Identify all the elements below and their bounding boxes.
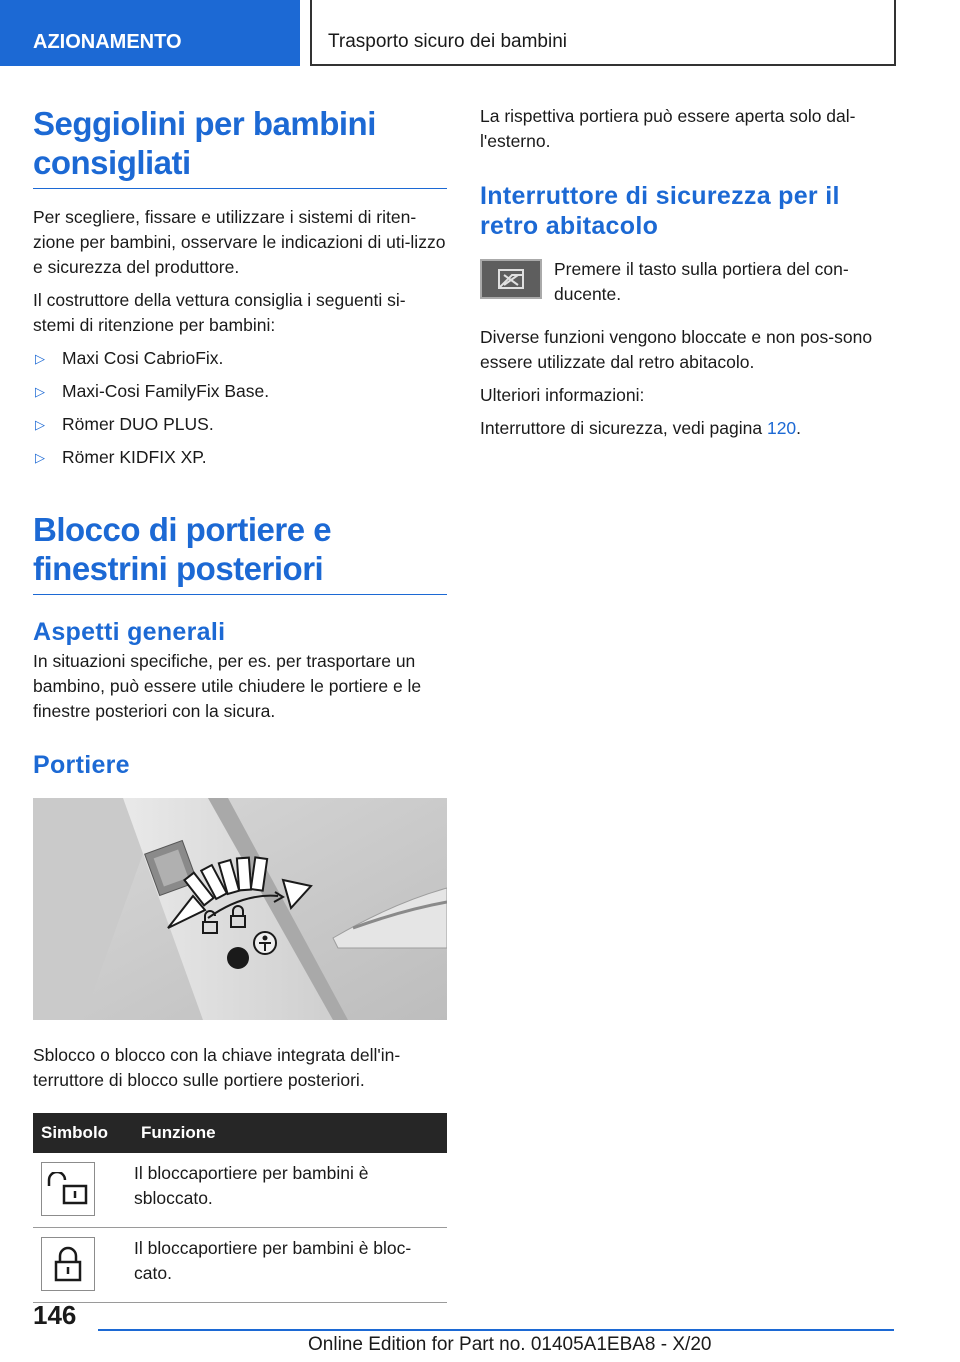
list-item: ▷ Maxi Cosi CabrioFix. xyxy=(33,346,447,371)
function-text: Il bloccaportiere per bambini è sbloccato. xyxy=(133,1153,447,1228)
paragraph-manufacturer-recommendation: Il costruttore della vettura consiglia i seguenti si-stemi di ritenzione per bambini: xyxy=(33,290,406,335)
paragraph-functions-blocked: Diverse funzioni vengono bloccate e non pos-sono essere utilizzate dal retro abitacolo. xyxy=(480,327,873,372)
function-text: Il bloccaportiere per bambini è bloc-cato. xyxy=(133,1228,447,1303)
switch-instruction xyxy=(480,257,894,307)
paragraph-reference: Interruttore di sicurezza, vedi pagina 120. xyxy=(480,418,802,438)
chapter-title: Trasporto sicuro dei bambini xyxy=(310,0,896,66)
heading-recommended-seats: Seggiolini per bambini consigliati xyxy=(33,104,447,189)
list-item: ▷ Römer KIDFIX XP. xyxy=(33,445,447,470)
left-column xyxy=(33,104,447,1303)
page-reference-link[interactable]: 120 xyxy=(766,418,797,438)
paragraph-door-key: Sblocco o blocco con la chiave integrata dell'in-terruttore di blocco sulle portiere posteriori. xyxy=(33,1045,401,1090)
paragraph-more-info: Ulteriori informazioni: xyxy=(480,385,645,405)
footer-edition: Online Edition for Part no. 01405A1EBA8 - X/20 xyxy=(308,1334,712,1355)
triangle-bullet-icon: ▷ xyxy=(35,351,45,366)
seat-list xyxy=(33,346,447,470)
triangle-bullet-icon: ▷ xyxy=(35,384,45,399)
heading-doors: Portiere xyxy=(33,751,130,779)
paragraph-press-button: Premere il tasto sulla portiera del con-ducente. xyxy=(554,259,849,304)
paragraph-seat-instructions: Per scegliere, fissare e utilizzare i sistemi di riten-zione per bambini, osservare le indicazioni di uti-lizzo e sicurezza del produttore. xyxy=(33,207,446,277)
heading-general-aspects: Aspetti generali xyxy=(33,618,226,646)
paragraph-door-open-outside: La rispettiva portiera può essere aperta solo dal-l'esterno. xyxy=(480,106,856,151)
heading-rear-safety-switch: Interruttore di sicurezza per il retro abitacolo xyxy=(480,182,840,240)
locked-padlock-icon xyxy=(41,1237,95,1291)
page-number: 146 xyxy=(33,1300,77,1330)
table-header-function: Funzione xyxy=(133,1113,447,1153)
section-tab: AZIONAMENTO xyxy=(0,0,300,66)
paragraph-general: In situazioni specifiche, per es. per trasportare un bambino, può essere utile chiudere le portiere e le finestre posteriori con la sicura. xyxy=(33,651,422,721)
triangle-bullet-icon: ▷ xyxy=(35,450,45,465)
right-column xyxy=(480,104,894,441)
heading-door-window-lock: Blocco di portiere e finestrini posteriori xyxy=(33,510,447,595)
table-header-symbol: Simbolo xyxy=(33,1113,133,1153)
triangle-bullet-icon: ▷ xyxy=(35,417,45,432)
unlocked-padlock-icon xyxy=(41,1162,95,1216)
table-row xyxy=(33,1153,447,1228)
list-item: ▷ Römer DUO PLUS. xyxy=(33,412,447,437)
window-lock-button-icon xyxy=(480,259,542,299)
door-lock-photo xyxy=(33,798,447,1020)
list-item: ▷ Maxi-Cosi FamilyFix Base. xyxy=(33,379,447,404)
symbol-table xyxy=(33,1113,447,1303)
table-row xyxy=(33,1228,447,1303)
